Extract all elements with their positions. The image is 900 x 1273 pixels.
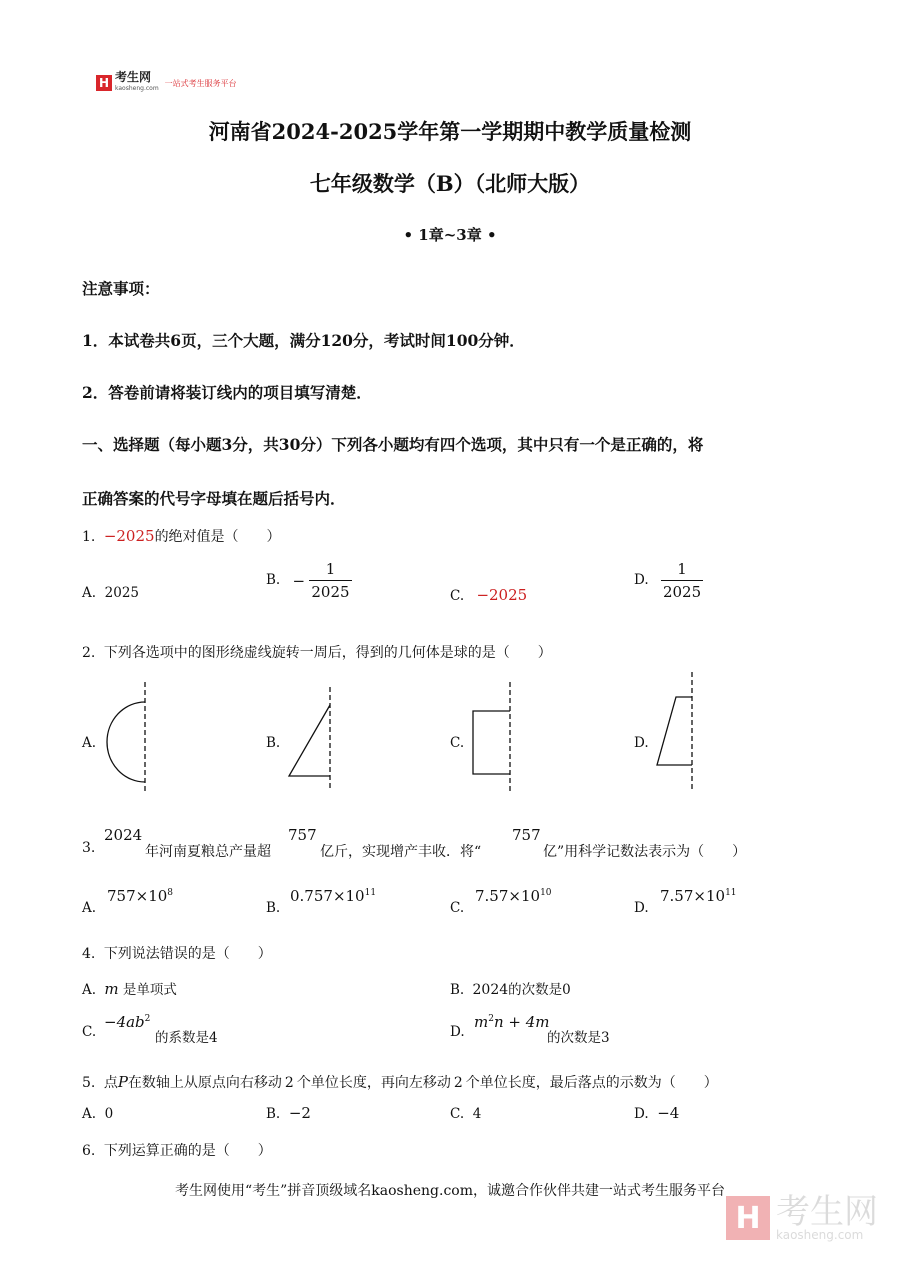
q5-n2: 2 [453,1075,463,1091]
logo-domain: kaosheng.com [115,85,159,92]
logo-name-text: 考生网 [115,70,152,84]
q4-b-value: 2024 [472,982,509,998]
q2-d-trapezoid [657,697,692,765]
q3-c-label: C. [450,900,465,916]
q4-text: 下列说法错误的是（ ） [103,946,272,962]
q2-d-label: D. [634,735,649,751]
q5-t1: 点 [103,1075,118,1091]
q3-a-exp: 8 [167,888,174,898]
q3-b-base: 0.757×10 [290,887,365,905]
q1-b-sign: − [292,571,306,590]
q1-c-value: −2025 [476,586,528,604]
q2-c-rectangle [473,711,510,774]
notice-item-2: 2．答卷前请将装订线内的项目填写清楚． [82,383,372,402]
q5-n1: 2 [284,1075,294,1091]
section1-line2: 正确答案的代号字母填在题后括号内． [82,489,346,508]
q5-c-value: 4 [472,1106,482,1122]
question-2 [82,642,552,662]
q1-option-d [634,560,703,601]
q5-b-value: −2 [288,1104,311,1122]
q4-c-expr-wrap [104,1013,150,1031]
q1-text: 的绝对值是（ ） [154,529,281,545]
q1-c-label: C. [450,588,465,604]
q3-b-exp: 11 [364,888,377,898]
q5-b-label: B. [266,1106,281,1122]
q2-figure-b [285,685,340,795]
q2-text: 下列各选项中的图形绕虚线旋转一周后，得到的几何体是球的是（ ） [103,645,552,661]
q4-d-exp: 2 [488,1014,494,1024]
q1-expr: −2025 [103,527,155,545]
q4-d-expr-wrap [474,1013,550,1031]
logo-mark: H [96,75,112,91]
exam-scope: • 1章~3章 • [403,226,497,244]
q4-b-label: B. [450,982,465,998]
q5-t2: 在数轴上从原点向右移动 [127,1075,282,1091]
q2-b-label: B. [266,735,281,751]
q3-value-2: 757 [512,826,541,844]
q3-c-exp: 10 [540,888,552,898]
q5-c-label: C. [450,1106,465,1122]
q5-option-c [450,1106,481,1122]
watermark-name-text: 考生网 [776,1192,878,1232]
q1-b-numerator: 1 [325,560,336,578]
exam-subtitle: 七年级数学（B）（北师大版） [309,171,591,196]
watermark [726,1192,878,1242]
q1-b-fraction [309,560,351,601]
q1-d-numerator: 1 [677,560,687,578]
q3-a-base: 757×10 [107,887,168,905]
q4-b-text: 的次数是0 [508,982,571,998]
page-footer: 考生网使用“考生”拼音顶级域名kaosheng.com，诚邀合作伙伴共建一站式考生服务平台 [174,1183,726,1199]
q5-t3: 个单位长度，再向左移动 [296,1075,451,1091]
q1-d-fraction [661,560,703,601]
q2-c-label: C. [450,735,465,751]
q5-option-d [634,1104,679,1122]
q3-a-label: A. [82,900,97,916]
q4-c-text: 的系数是4 [155,1030,218,1046]
question-6 [82,1140,272,1160]
question-1 [82,526,281,546]
q5-d-value: −4 [657,1104,680,1122]
q4-d-m: m [474,1013,489,1031]
q2-figure-c [468,680,523,795]
q1-option-b [266,560,352,601]
q3-option-b [290,887,376,905]
logo-slogan: 一站式考生服务平台 [164,78,237,88]
q3-text1: 年河南夏粮总产量超 [145,844,271,860]
q1-option-a [82,585,139,601]
q5-number: 5. [82,1075,96,1091]
q2-number: 2. [82,645,96,661]
q5-t4: 个单位长度，最后落点的示数为（ ） [465,1075,718,1091]
q4-option-a [82,978,177,998]
q6-number: 6. [82,1143,96,1159]
q1-b-denominator: 2025 [309,580,351,601]
q1-a-value: 2025 [104,585,139,601]
q4-c-exp: 2 [144,1014,151,1024]
q5-option-b [266,1104,311,1122]
q3-d-exp: 11 [725,888,737,898]
q5-point: P [117,1073,128,1091]
notice-heading: 注意事项： [82,279,160,298]
q3-option-d [660,887,737,905]
q3-value: 757 [288,826,317,844]
watermark-domain: kaosheng.com [776,1228,864,1242]
q3-number: 3. [82,840,96,856]
q4-d-label: D. [450,1024,465,1040]
q3-option-a [107,887,173,905]
q3-text3: 亿”用科学记数法表示为（ ） [543,844,747,860]
q1-option-c [450,586,527,604]
watermark-mark: H [726,1196,770,1240]
exam-title: 河南省2024-2025学年第一学期期中教学质量检测 [208,119,692,144]
q3-c-base: 7.57×10 [475,887,541,905]
q4-d-rest: n + 4m [493,1013,550,1031]
q4-a-var: m [104,980,119,998]
q5-a-value: 0 [104,1106,114,1122]
header-logo [96,72,237,94]
q2-a-label: A. [82,735,97,751]
q3-b-label: B. [266,900,281,916]
q5-option-a [82,1106,113,1122]
q2-b-triangle [289,705,330,776]
q1-b-label: B. [266,572,281,588]
question-5 [82,1072,718,1092]
q4-c-expr: −4ab [104,1013,145,1031]
q4-c-label: C. [82,1024,97,1040]
q4-option-b [450,978,571,998]
q1-number: 1. [82,529,96,545]
q4-a-text: 是单项式 [122,982,177,998]
q6-text: 下列运算正确的是（ ） [103,1143,272,1159]
q4-a-label: A. [82,982,97,998]
q1-d-denominator: 2025 [661,580,703,601]
q5-d-label: D. [634,1106,649,1122]
q1-d-label: D. [634,572,649,588]
q3-year: 2024 [104,826,143,844]
q3-option-c [475,887,552,905]
q2-figure-a [100,680,160,795]
q5-a-label: A. [82,1106,97,1122]
q3-text2: 亿斤，实现增产丰收．将“ [320,844,482,860]
q2-figure-d [652,670,707,795]
q4-number: 4. [82,946,96,962]
logo-name [115,72,159,94]
q1-a-label: A. [82,585,97,601]
section1-line1: 一、选择题（每小题3分，共30分）下列各小题均有四个选项，其中只有一个是正确的，将 [82,435,704,454]
question-4 [82,943,272,963]
notice-item-1: 1．本试卷共6页，三个大题，满分120分，考试时间100分钟． [82,331,525,350]
watermark-name [776,1192,878,1242]
q2-a-semicircle [107,702,145,782]
q3-d-label: D. [634,900,649,916]
q3-d-base: 7.57×10 [660,887,726,905]
q4-d-text: 的次数是3 [547,1030,610,1046]
